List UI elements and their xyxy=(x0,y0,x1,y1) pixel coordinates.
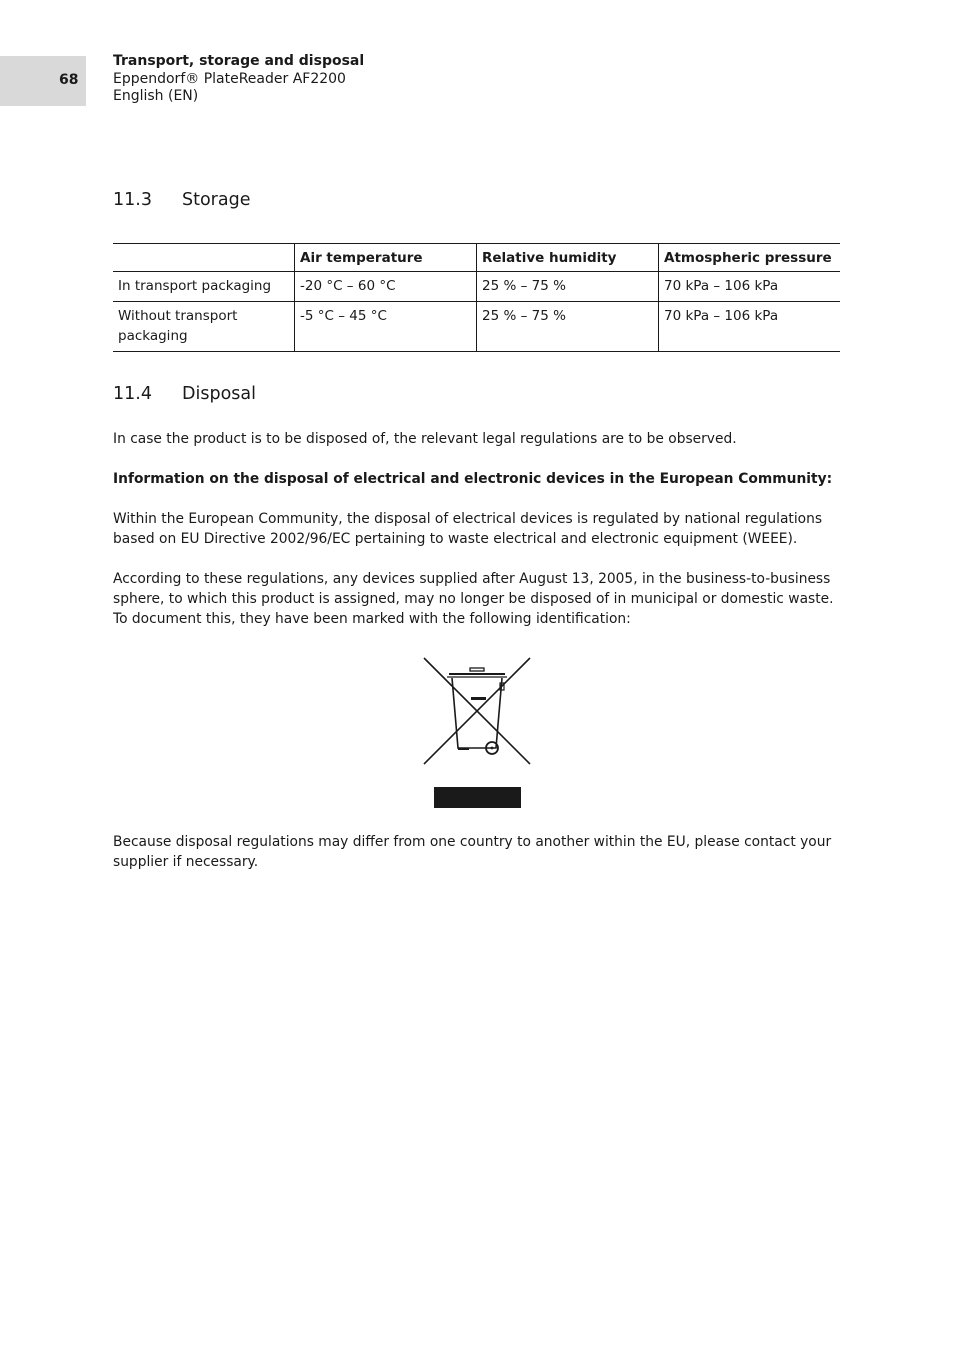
header-chapter-title: Transport, storage and disposal xyxy=(113,53,365,69)
table-cell: 25 % – 75 % xyxy=(477,272,659,302)
paragraph-eu-info-heading: Information on the disposal of electrical and electronic devices in the European Community: xyxy=(113,471,833,487)
table-cell: 70 kPa – 106 kPa xyxy=(659,302,841,352)
table-header-cell: Atmospheric pressure xyxy=(659,244,841,272)
storage-conditions-table xyxy=(113,243,840,352)
section-number: 11.4 xyxy=(113,384,152,404)
table-cell: Without transport packaging xyxy=(113,302,295,352)
page-number: 68 xyxy=(59,72,79,88)
table-cell: In transport packaging xyxy=(113,272,295,302)
section-title: Storage xyxy=(182,190,251,210)
table-cell: -20 °C – 60 °C xyxy=(295,272,477,302)
table-cell: 70 kPa – 106 kPa xyxy=(659,272,841,302)
weee-crossed-out-bin-icon xyxy=(422,656,532,812)
section-heading-storage xyxy=(113,190,250,210)
header-language: English (EN) xyxy=(113,88,199,104)
table-header-cell: Air temperature xyxy=(295,244,477,272)
table-header-cell xyxy=(113,244,295,272)
table-cell: 25 % – 75 % xyxy=(477,302,659,352)
paragraph-weee-directive: Within the European Community, the disposal of electrical devices is regulated by national regulations based on EU Directive 2002/96/EC pertaining to waste electrical and electronic equipment (WEEE). xyxy=(113,511,823,547)
table-row xyxy=(113,272,840,302)
paragraph-device-marking: According to these regulations, any devices supplied after August 13, 2005, in the business-to-business sphere, to which this product is assigned, may no longer be disposed of in municipal or domestic waste. To document this, they have been marked with the following identification: xyxy=(113,571,834,627)
section-number: 11.3 xyxy=(113,190,152,210)
table-header-cell: Relative humidity xyxy=(477,244,659,272)
section-heading-disposal xyxy=(113,384,256,404)
paragraph-contact-supplier: Because disposal regulations may differ from one country to another within the EU, please contact your supplier if necessary. xyxy=(113,834,832,870)
table-header-row xyxy=(113,244,840,272)
paragraph-legal-regulations: In case the product is to be disposed of, the relevant legal regulations are to be observed. xyxy=(113,431,737,447)
running-header xyxy=(113,53,364,106)
table-row xyxy=(113,302,840,352)
table-cell: -5 °C – 45 °C xyxy=(295,302,477,352)
section-title: Disposal xyxy=(182,384,256,404)
header-product-name: Eppendorf® PlateReader AF2200 xyxy=(113,70,346,87)
